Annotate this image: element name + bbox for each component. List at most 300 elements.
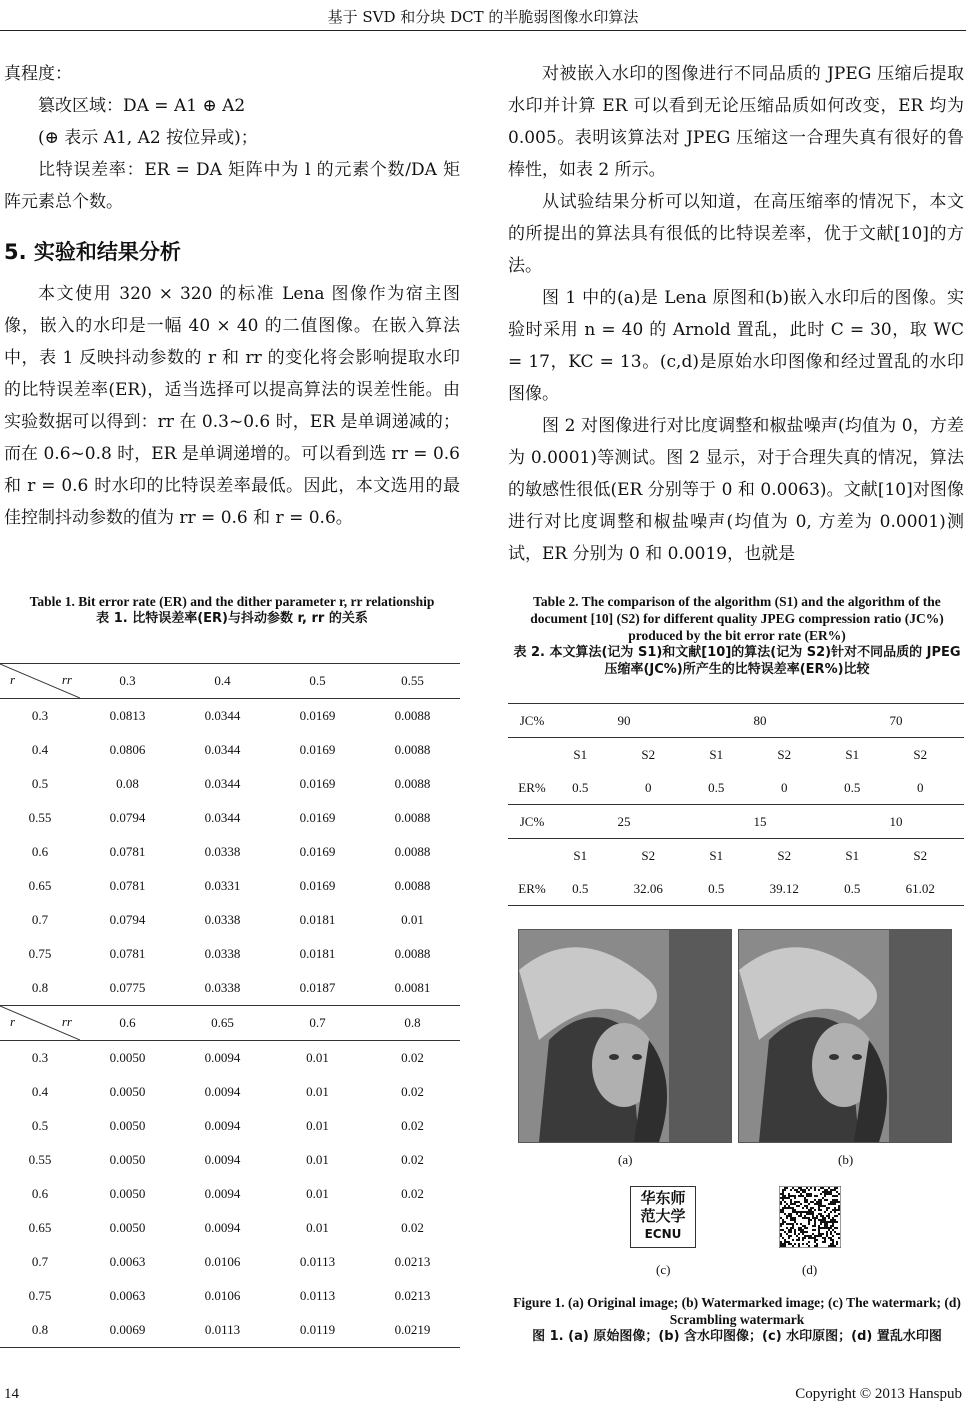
jc-row xyxy=(508,704,964,738)
table1-row xyxy=(0,1075,460,1109)
scramble-pixel xyxy=(804,1225,806,1227)
er-label: ER% xyxy=(508,872,556,906)
scramble-pixel xyxy=(780,1223,782,1225)
scramble-pixel xyxy=(824,1193,826,1195)
table-cell: 0.0338 xyxy=(175,971,270,1006)
table-cell: 0.0063 xyxy=(109,1254,146,1269)
scramble-pixel xyxy=(810,1195,812,1197)
table-cell: 0.0106 xyxy=(204,1288,241,1303)
page-number: 14 xyxy=(4,1386,19,1402)
scramble-pixel xyxy=(798,1205,800,1207)
scramble-pixel xyxy=(822,1191,824,1193)
scramble-pixel xyxy=(818,1203,820,1205)
scramble-pixel xyxy=(806,1199,808,1201)
table-cell: 0.0219 xyxy=(365,1313,460,1348)
table-cell: 0.8 xyxy=(0,1313,80,1348)
table-cell: 0.0169 xyxy=(299,708,336,723)
scramble-pixel xyxy=(836,1243,838,1245)
scramble-pixel xyxy=(832,1209,834,1211)
scramble-pixel xyxy=(806,1195,808,1197)
scramble-pixel xyxy=(814,1235,816,1237)
scramble-pixel xyxy=(794,1203,796,1205)
scramble-pixel xyxy=(790,1207,792,1209)
s-label: S1 xyxy=(709,847,724,863)
scramble-pixel xyxy=(808,1203,810,1205)
scramble-pixel xyxy=(818,1207,820,1209)
table1-row xyxy=(0,733,460,767)
scramble-pixel xyxy=(830,1231,832,1233)
jc-value: 90 xyxy=(556,704,692,738)
scramble-pixel xyxy=(824,1221,826,1223)
scramble-pixel xyxy=(804,1231,806,1233)
scramble-pixel xyxy=(824,1195,826,1197)
table-cell: 0.65 xyxy=(28,1220,52,1235)
table-cell: 0.01 xyxy=(306,1084,329,1099)
scramble-pixel xyxy=(806,1235,808,1237)
table-cell: 0.0338 xyxy=(204,946,241,961)
scramble-pixel xyxy=(788,1235,790,1237)
table-cell: 0.75 xyxy=(28,946,52,961)
table-cell: 0.02 xyxy=(401,1186,424,1201)
watermark-line: 华东师 xyxy=(640,1189,686,1207)
scramble-pixel xyxy=(802,1243,804,1245)
scramble-pixel xyxy=(838,1193,840,1195)
scramble-pixel xyxy=(780,1243,782,1245)
table1 xyxy=(0,663,460,1348)
scramble-pixel xyxy=(790,1227,792,1229)
scramble-pixel xyxy=(810,1207,812,1209)
scramble-pixel xyxy=(836,1191,838,1193)
table2-caption-zh: 表 2. 本文算法(记为 S1)和文献[10]的算法(记为 S2)针对不同品质的 JPEG 压缩率(JC%)所产生的比特误差率(ER%)比较 xyxy=(513,645,961,677)
scramble-pixel xyxy=(834,1195,836,1197)
scramble-pixel xyxy=(826,1235,828,1237)
table2 xyxy=(508,703,964,906)
er-value: 39.12 xyxy=(741,872,828,906)
scramble-pixel xyxy=(834,1245,836,1247)
scramble-pixel xyxy=(820,1203,822,1205)
er-label: ER% xyxy=(508,771,556,805)
table-cell: 0.0338 xyxy=(204,844,241,859)
scramble-pixel xyxy=(794,1195,796,1197)
scramble-pixel xyxy=(792,1195,794,1197)
scramble-pixel xyxy=(816,1243,818,1245)
scramble-pixel xyxy=(806,1231,808,1233)
table-cell: 0.02 xyxy=(401,1220,424,1235)
scramble-pixel xyxy=(812,1233,814,1235)
scramble-pixel xyxy=(802,1195,804,1197)
scramble-pixel xyxy=(814,1239,816,1241)
scramble-pixel xyxy=(780,1245,782,1247)
scramble-pixel xyxy=(836,1209,838,1211)
scramble-pixel xyxy=(804,1211,806,1213)
scramble-pixel xyxy=(834,1187,836,1189)
scramble-pixel xyxy=(830,1211,832,1213)
jc-value: 80 xyxy=(692,704,828,738)
scramble-pixel xyxy=(838,1237,840,1239)
scramble-pixel xyxy=(782,1229,784,1231)
scramble-pixel xyxy=(798,1211,800,1213)
scramble-pixel xyxy=(786,1227,788,1229)
scramble-pixel xyxy=(802,1237,804,1239)
scramble-pixel xyxy=(784,1189,786,1191)
jc-label: JC% xyxy=(508,805,556,839)
scramble-pixel xyxy=(828,1193,830,1195)
scramble-pixel xyxy=(838,1213,840,1215)
scramble-pixel xyxy=(796,1205,798,1207)
table-cell: 0.0050 xyxy=(109,1186,146,1201)
paragraph: 比特误差率：ER = DA 矩阵中为 l 的元素个数/DA 矩阵元素总个数。 xyxy=(4,160,460,212)
scramble-pixel xyxy=(806,1207,808,1209)
s-label: S1 xyxy=(845,746,860,762)
header-rule xyxy=(0,30,966,31)
scramble-pixel xyxy=(824,1189,826,1191)
scramble-pixel xyxy=(824,1211,826,1213)
empty-cell xyxy=(508,839,556,873)
scramble-pixel xyxy=(782,1223,784,1225)
scramble-pixel xyxy=(810,1211,812,1213)
scramble-pixel xyxy=(826,1199,828,1201)
scramble-pixel xyxy=(784,1221,786,1223)
scramble-pixel xyxy=(800,1223,802,1225)
scramble-pixel xyxy=(808,1223,810,1225)
figure1-caption xyxy=(508,1294,966,1345)
left-column xyxy=(4,58,460,534)
scramble-pixel xyxy=(812,1229,814,1231)
scramble-pixel xyxy=(818,1201,820,1203)
scramble-pixel xyxy=(832,1195,834,1197)
scramble-pixel xyxy=(784,1195,786,1197)
table-cell: 0.4 xyxy=(31,742,49,757)
diag-r-label: r xyxy=(10,672,16,687)
table-cell: 0.01 xyxy=(306,1220,329,1235)
scramble-pixel xyxy=(804,1217,806,1219)
scramble-pixel xyxy=(818,1227,820,1229)
table-cell: 0.01 xyxy=(306,1050,329,1065)
scramble-pixel xyxy=(788,1243,790,1245)
table-cell: 0.0187 xyxy=(270,971,365,1006)
scramble-pixel xyxy=(828,1207,830,1209)
watermark-line: 范大学 xyxy=(640,1207,686,1225)
table-cell: 0.0050 xyxy=(109,1050,146,1065)
scramble-pixel xyxy=(832,1221,834,1223)
table-cell: 0.6 xyxy=(31,1186,49,1201)
scramble-pixel xyxy=(834,1211,836,1213)
scramble-pixel xyxy=(830,1243,832,1245)
scramble-pixel xyxy=(814,1221,816,1223)
scramble-pixel xyxy=(812,1201,814,1203)
table-cell: 0.65 xyxy=(28,878,52,893)
scramble-pixel xyxy=(818,1189,820,1191)
scramble-pixel xyxy=(832,1245,834,1247)
scramble-pixel xyxy=(826,1227,828,1229)
scramble-pixel xyxy=(832,1235,834,1237)
scramble-pixel xyxy=(812,1213,814,1215)
table-cell: 0.0050 xyxy=(109,1220,146,1235)
scramble-pixel xyxy=(784,1207,786,1209)
table1-caption-zh: 表 1. 比特误差率(ER)与抖动参数 r, rr 的关系 xyxy=(96,611,368,626)
scramble-pixel xyxy=(780,1209,782,1211)
s-label: S2 xyxy=(777,746,792,762)
scramble-pixel xyxy=(792,1239,794,1241)
scramble-pixel xyxy=(836,1199,838,1201)
scramble-pixel xyxy=(794,1197,796,1199)
er-row xyxy=(508,771,964,805)
scramble-pixel xyxy=(794,1211,796,1213)
table-cell: 0.0094 xyxy=(204,1220,241,1235)
table1-row xyxy=(0,937,460,971)
table-cell: 0.0181 xyxy=(299,946,336,961)
scramble-pixel xyxy=(832,1199,834,1201)
scramble-pixel xyxy=(818,1231,820,1233)
scramble-pixel xyxy=(816,1235,818,1237)
table-cell: 0.0094 xyxy=(204,1118,241,1133)
scramble-pixel xyxy=(784,1201,786,1203)
jc-value: 25 xyxy=(556,805,692,839)
scramble-pixel xyxy=(796,1211,798,1213)
er-value: 61.02 xyxy=(877,872,964,906)
paragraph: 篡改区域：DA = A1 ⊕ A2 xyxy=(38,96,246,116)
scramble-pixel xyxy=(782,1197,784,1199)
scramble-pixel xyxy=(830,1225,832,1227)
scramble-pixel xyxy=(816,1215,818,1217)
scramble-pixel xyxy=(784,1187,786,1189)
column-header: 0.3 xyxy=(80,664,175,699)
scramble-pixel xyxy=(812,1215,814,1217)
scramble-pixel xyxy=(806,1211,808,1213)
scramble-pixel xyxy=(806,1193,808,1195)
table-cell: 0.0813 xyxy=(109,708,146,723)
scramble-pixel xyxy=(780,1201,782,1203)
scramble-pixel xyxy=(814,1187,816,1189)
scramble-pixel xyxy=(786,1197,788,1199)
scramble-pixel xyxy=(790,1203,792,1205)
scramble-pixel xyxy=(782,1245,784,1247)
scramble-pixel xyxy=(824,1241,826,1243)
scramble-pixel xyxy=(790,1195,792,1197)
scramble-pixel xyxy=(782,1199,784,1201)
scramble-pixel xyxy=(832,1219,834,1221)
table-cell: 0.0088 xyxy=(394,708,431,723)
scramble-pixel xyxy=(814,1223,816,1225)
scramble-pixel xyxy=(780,1197,782,1199)
scramble-pixel xyxy=(818,1233,820,1235)
scramble-pixel xyxy=(782,1189,784,1191)
scramble-pixel xyxy=(802,1233,804,1235)
scramble-pixel xyxy=(816,1203,818,1205)
scramble-pixel xyxy=(820,1235,822,1237)
scramble-pixel xyxy=(798,1195,800,1197)
scramble-pixel xyxy=(812,1211,814,1213)
scramble-pixel xyxy=(834,1209,836,1211)
scramble-pixel xyxy=(822,1227,824,1229)
paragraph: 从试验结果分析可以知道，在高压缩率的情况下，本文的所提出的算法具有很低的比特误差率，优于文献[10]的方法。 xyxy=(508,192,964,276)
table-cell: 0.02 xyxy=(401,1084,424,1099)
column-header: 0.8 xyxy=(365,1006,460,1041)
paragraph: (⊕ 表示 A1, A2 按位异或)； xyxy=(38,128,258,148)
scramble-pixel xyxy=(814,1217,816,1219)
scramble-pixel xyxy=(836,1195,838,1197)
scramble-pixel xyxy=(808,1245,810,1247)
scramble-pixel xyxy=(788,1215,790,1217)
paragraph: 本文使用 320 × 320 的标准 Lena 图像作为宿主图像，嵌入的水印是一幅 40 × 40 的二值图像。在嵌入算法中，表 1 反映抖动参数的 r 和 rr 的变化将会影响提取水印的比特误差率(ER)，适当选择可以提高算法的误差性能。由实验数据可以得到：rr 在 0.3~0.6 时，ER 是单调递减的；而在 0.6~0.8 时，ER 是单调递增的。可以看到选 rr = 0.6 和 r = 0.6 时水印的比特误差率最低。因此，本文选用的最佳控制抖动参数的值为 rr = 0.6 和 r = 0.6。 xyxy=(4,284,460,528)
scramble-pixel xyxy=(828,1229,830,1231)
scramble-pixel xyxy=(832,1225,834,1227)
er-value: 0.5 xyxy=(692,771,741,805)
scramble-pixel xyxy=(818,1235,820,1237)
table-cell: 0.0088 xyxy=(394,844,431,859)
scramble-pixel xyxy=(808,1209,810,1211)
s-label: S2 xyxy=(913,746,928,762)
scramble-pixel xyxy=(836,1221,838,1223)
table-cell: 0.0344 xyxy=(204,776,241,791)
scramble-pixel xyxy=(780,1229,782,1231)
right-column xyxy=(508,58,964,570)
scramble-pixel xyxy=(800,1231,802,1233)
scramble-pixel xyxy=(786,1203,788,1205)
table1-caption-en: Table 1. Bit error rate (ER) and the dither parameter r, rr relationship xyxy=(29,594,435,609)
scramble-pixel xyxy=(830,1245,832,1247)
er-value: 0.5 xyxy=(828,872,877,906)
scramble-pixel xyxy=(798,1239,800,1241)
scramble-pixel xyxy=(794,1189,796,1191)
s-label: S2 xyxy=(913,847,928,863)
scramble-pixel xyxy=(806,1187,808,1189)
scramble-pixel xyxy=(834,1221,836,1223)
scramble-pixel xyxy=(834,1199,836,1201)
scramble-pixel xyxy=(788,1229,790,1231)
table-cell: 0.0094 xyxy=(204,1084,241,1099)
table-cell: 0.0213 xyxy=(394,1254,431,1269)
scramble-pixel xyxy=(810,1209,812,1211)
scramble-pixel xyxy=(794,1243,796,1245)
scramble-pixel xyxy=(808,1189,810,1191)
scramble-pixel xyxy=(788,1205,790,1207)
table-cell: 0.0781 xyxy=(109,878,146,893)
jc-value: 70 xyxy=(828,704,964,738)
scramble-pixel xyxy=(836,1227,838,1229)
scramble-pixel xyxy=(792,1209,794,1211)
scramble-pixel xyxy=(792,1207,794,1209)
scramble-pixel xyxy=(798,1229,800,1231)
s-label: S2 xyxy=(777,847,792,863)
scramble-pixel xyxy=(822,1215,824,1217)
scramble-pixel xyxy=(820,1201,822,1203)
scramble-pixel xyxy=(802,1217,804,1219)
table-cell: 0.0781 xyxy=(109,946,146,961)
jc-label: JC% xyxy=(508,704,556,738)
scramble-pixel xyxy=(830,1221,832,1223)
scramble-pixel xyxy=(834,1215,836,1217)
table-cell: 0.0781 xyxy=(109,844,146,859)
scramble-pixel xyxy=(780,1217,782,1219)
scramble-pixel xyxy=(792,1211,794,1213)
scramble-pixel xyxy=(782,1237,784,1239)
scramble-pixel xyxy=(790,1235,792,1237)
scramble-pixel xyxy=(824,1225,826,1227)
scramble-pixel xyxy=(800,1195,802,1197)
table1-row xyxy=(0,1041,460,1076)
scramble-pixel xyxy=(824,1219,826,1221)
scramble-pixel xyxy=(824,1199,826,1201)
scramble-pixel xyxy=(794,1233,796,1235)
scramble-pixel xyxy=(828,1217,830,1219)
er-value: 0.5 xyxy=(692,872,741,906)
scramble-pixel xyxy=(820,1209,822,1211)
scramble-pixel xyxy=(786,1233,788,1235)
scramble-pixel xyxy=(832,1217,834,1219)
scramble-pixel xyxy=(822,1219,824,1221)
scramble-pixel xyxy=(830,1191,832,1193)
scramble-pixel xyxy=(814,1195,816,1197)
scramble-pixel xyxy=(830,1193,832,1195)
scramble-pixel xyxy=(804,1197,806,1199)
table-cell: 0.0169 xyxy=(299,742,336,757)
scramble-pixel xyxy=(838,1205,840,1207)
scramble-pixel xyxy=(836,1241,838,1243)
scramble-pixel xyxy=(808,1237,810,1239)
table2-caption-en: Table 2. The comparison of the algorithm (S1) and the algorithm of the document [10] (S2) for different quality JPEG compression ratio (JC%) produced by the bit error rate (ER%) xyxy=(530,594,944,643)
scramble-pixel xyxy=(804,1201,806,1203)
scramble-pixel xyxy=(826,1193,828,1195)
table-cell: 0.5 xyxy=(31,1118,49,1133)
scramble-pixel xyxy=(830,1189,832,1191)
scramble-pixel xyxy=(800,1187,802,1189)
diag-rr-label: rr xyxy=(61,672,72,687)
paragraph: 图 2 对图像进行对比度调整和椒盐噪声(均值为 0，方差为 0.0001)等测试。图 2 显示，对于合理失真的情况，算法的敏感性很低(ER 分别等于 0 和 0.0063)。文献[10]对图像进行对比度调整和椒盐噪声(均值为 0, 方差为 0.0001)测试，ER 分别为 0 和 0.0019，也就是 xyxy=(508,416,964,564)
scramble-pixel xyxy=(830,1239,832,1241)
scramble-pixel xyxy=(824,1191,826,1193)
scramble-pixel xyxy=(808,1221,810,1223)
scramble-pixel xyxy=(788,1223,790,1225)
figure1-caption-zh: 图 1. (a) 原始图像；(b) 含水印图像；(c) 水印原图；(d) 置乱水印图 xyxy=(532,1329,942,1344)
scramble-pixel xyxy=(782,1219,784,1221)
scramble-pixel xyxy=(804,1227,806,1229)
table1-row xyxy=(0,801,460,835)
scramble-pixel xyxy=(798,1227,800,1229)
scramble-pixel xyxy=(814,1225,816,1227)
scramble-pixel xyxy=(826,1207,828,1209)
table1-row xyxy=(0,699,460,734)
table-cell: 0.75 xyxy=(28,1288,52,1303)
scramble-pixel xyxy=(792,1223,794,1225)
scramble-pixel xyxy=(800,1193,802,1195)
scramble-pixel xyxy=(796,1189,798,1191)
er-value: 0 xyxy=(877,771,964,805)
scramble-pixel xyxy=(814,1241,816,1243)
jc-value: 10 xyxy=(828,805,964,839)
scramble-pixel xyxy=(780,1235,782,1237)
table-cell: 0.0113 xyxy=(175,1313,270,1348)
scramble-pixel xyxy=(788,1193,790,1195)
scramble-pixel xyxy=(790,1215,792,1217)
scramble-pixel xyxy=(810,1187,812,1189)
scramble-pixel xyxy=(794,1229,796,1231)
scramble-pixel xyxy=(784,1239,786,1241)
table-cell: 0.0169 xyxy=(299,776,336,791)
s-label: S1 xyxy=(709,746,724,762)
lena-original-image xyxy=(518,929,732,1143)
scramble-pixel xyxy=(784,1205,786,1207)
scramble-pixel xyxy=(828,1245,830,1247)
scramble-pixel xyxy=(826,1189,828,1191)
scramble-pixel xyxy=(792,1227,794,1229)
scrambled-watermark-image xyxy=(779,1186,841,1248)
scramble-pixel xyxy=(826,1215,828,1217)
scramble-pixel xyxy=(826,1221,828,1223)
scramble-pixel xyxy=(788,1195,790,1197)
scramble-pixel xyxy=(796,1223,798,1225)
scramble-pixel xyxy=(808,1217,810,1219)
